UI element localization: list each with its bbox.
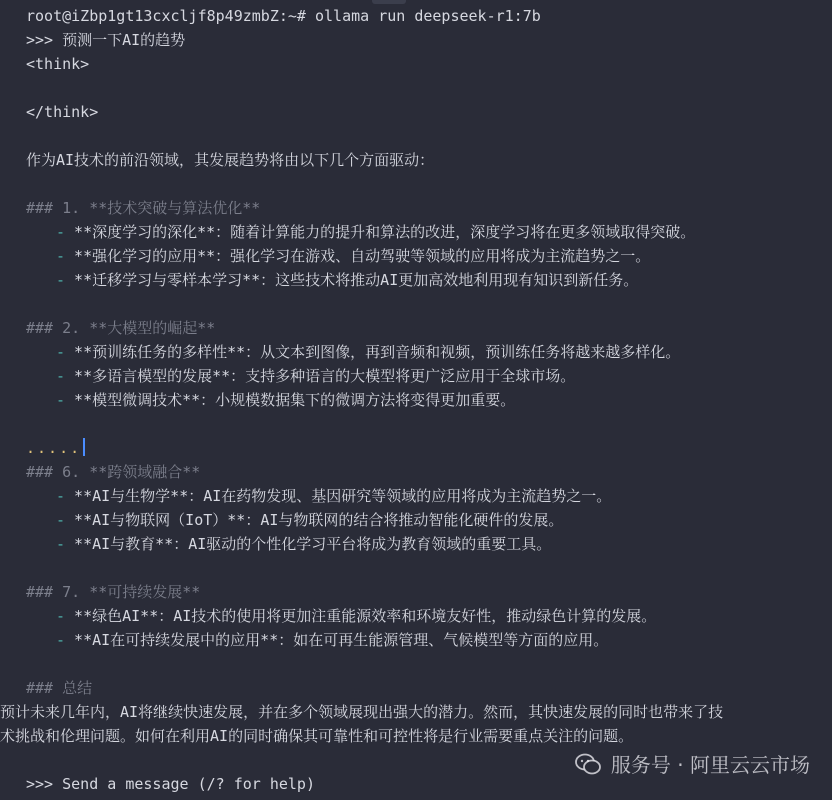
command-line: root@iZbp1gt13cxcljf8p49zmbZ:~# ollama run deepseek-r1:7b — [26, 7, 541, 25]
summary-line-2: 术挑战和伦理问题。如何在利用AI的同时确保其可靠性和可控性将是行业需要重点关注的问题。 — [0, 727, 634, 745]
bullet-dash: - — [56, 223, 66, 241]
section-heading-1: ### 1. **技术突破与算法优化** — [26, 199, 261, 217]
list-item: - **AI与生物学**：AI在药物发现、基因研究等领域的应用将成为主流趋势之一。 — [56, 487, 612, 505]
think-close-tag: </think> — [26, 103, 99, 121]
section-heading-7: ### 7. **可持续发展** — [26, 583, 201, 601]
intro-text: 作为AI技术的前沿领域，其发展趋势将由以下几个方面驱动： — [26, 151, 435, 169]
bullet-dash: - — [56, 343, 66, 361]
bullet-dash: - — [56, 271, 66, 289]
list-item: - **绿色AI**：AI技术的使用将更加注重能源效率和环境友好性，推动绿色计算的发展。 — [56, 607, 657, 625]
ellipsis-row — [26, 436, 85, 460]
watermark-text: 服务号 · 阿里云云市场 — [610, 753, 810, 777]
bullet-dash: - — [56, 247, 66, 265]
list-item: - **模型微调技术**：小规模数据集下的微调方法将变得更加重要。 — [56, 391, 516, 409]
summary-line-1: 预计未来几年内，AI将继续快速发展，并在多个领域展现出强大的潜力。然而，其快速发展的同时也带来了技 — [0, 703, 724, 721]
list-item: - **深度学习的深化**：随着计算能力的提升和算法的改进，深度学习将在更多领域取得突破。 — [56, 223, 696, 241]
section-heading-6: ### 6. **跨领域融合** — [26, 463, 201, 481]
bullet-dash: - — [56, 391, 66, 409]
ellipsis: ..... — [26, 439, 82, 457]
bullet-dash: - — [56, 367, 66, 385]
text-cursor — [83, 438, 85, 456]
wechat-icon — [575, 753, 601, 775]
bullet-dash: - — [56, 631, 66, 649]
list-item: - **AI在可持续发展中的应用**：如在可再生能源管理、气候模型等方面的应用。 — [56, 631, 609, 649]
message-input[interactable]: >>> Send a message (/? for help) — [26, 775, 315, 793]
bullet-dash: - — [56, 487, 66, 505]
section-heading-2: ### 2. **大模型的崛起** — [26, 319, 216, 337]
summary-heading: ### 总结 — [26, 679, 93, 697]
user-query: >>> 预测一下AI的趋势 — [26, 31, 186, 49]
list-item: - **AI与教育**：AI驱动的个性化学习平台将成为教育领域的重要工具。 — [56, 535, 552, 553]
bullet-dash: - — [56, 607, 66, 625]
bullet-dash: - — [56, 511, 66, 529]
watermark — [575, 749, 810, 778]
list-item: - **AI与物联网（IoT）**：AI与物联网的结合将推动智能化硬件的发展。 — [56, 511, 564, 529]
bullet-dash: - — [56, 535, 66, 553]
list-item: - **多语言模型的发展**：支持多种语言的大模型将更广泛应用于全球市场。 — [56, 367, 576, 385]
list-item: - **迁移学习与零样本学习**：这些技术将推动AI更加高效地利用现有知识到新任务。 — [56, 271, 639, 289]
list-item: - **强化学习的应用**：强化学习在游戏、自动驾驶等领域的应用将成为主流趋势之一。 — [56, 247, 651, 265]
think-open-tag: <think> — [26, 55, 90, 73]
list-item: - **预训练任务的多样性**：从文本到图像，再到音频和视频，预训练任务将越来越多样化。 — [56, 343, 681, 361]
